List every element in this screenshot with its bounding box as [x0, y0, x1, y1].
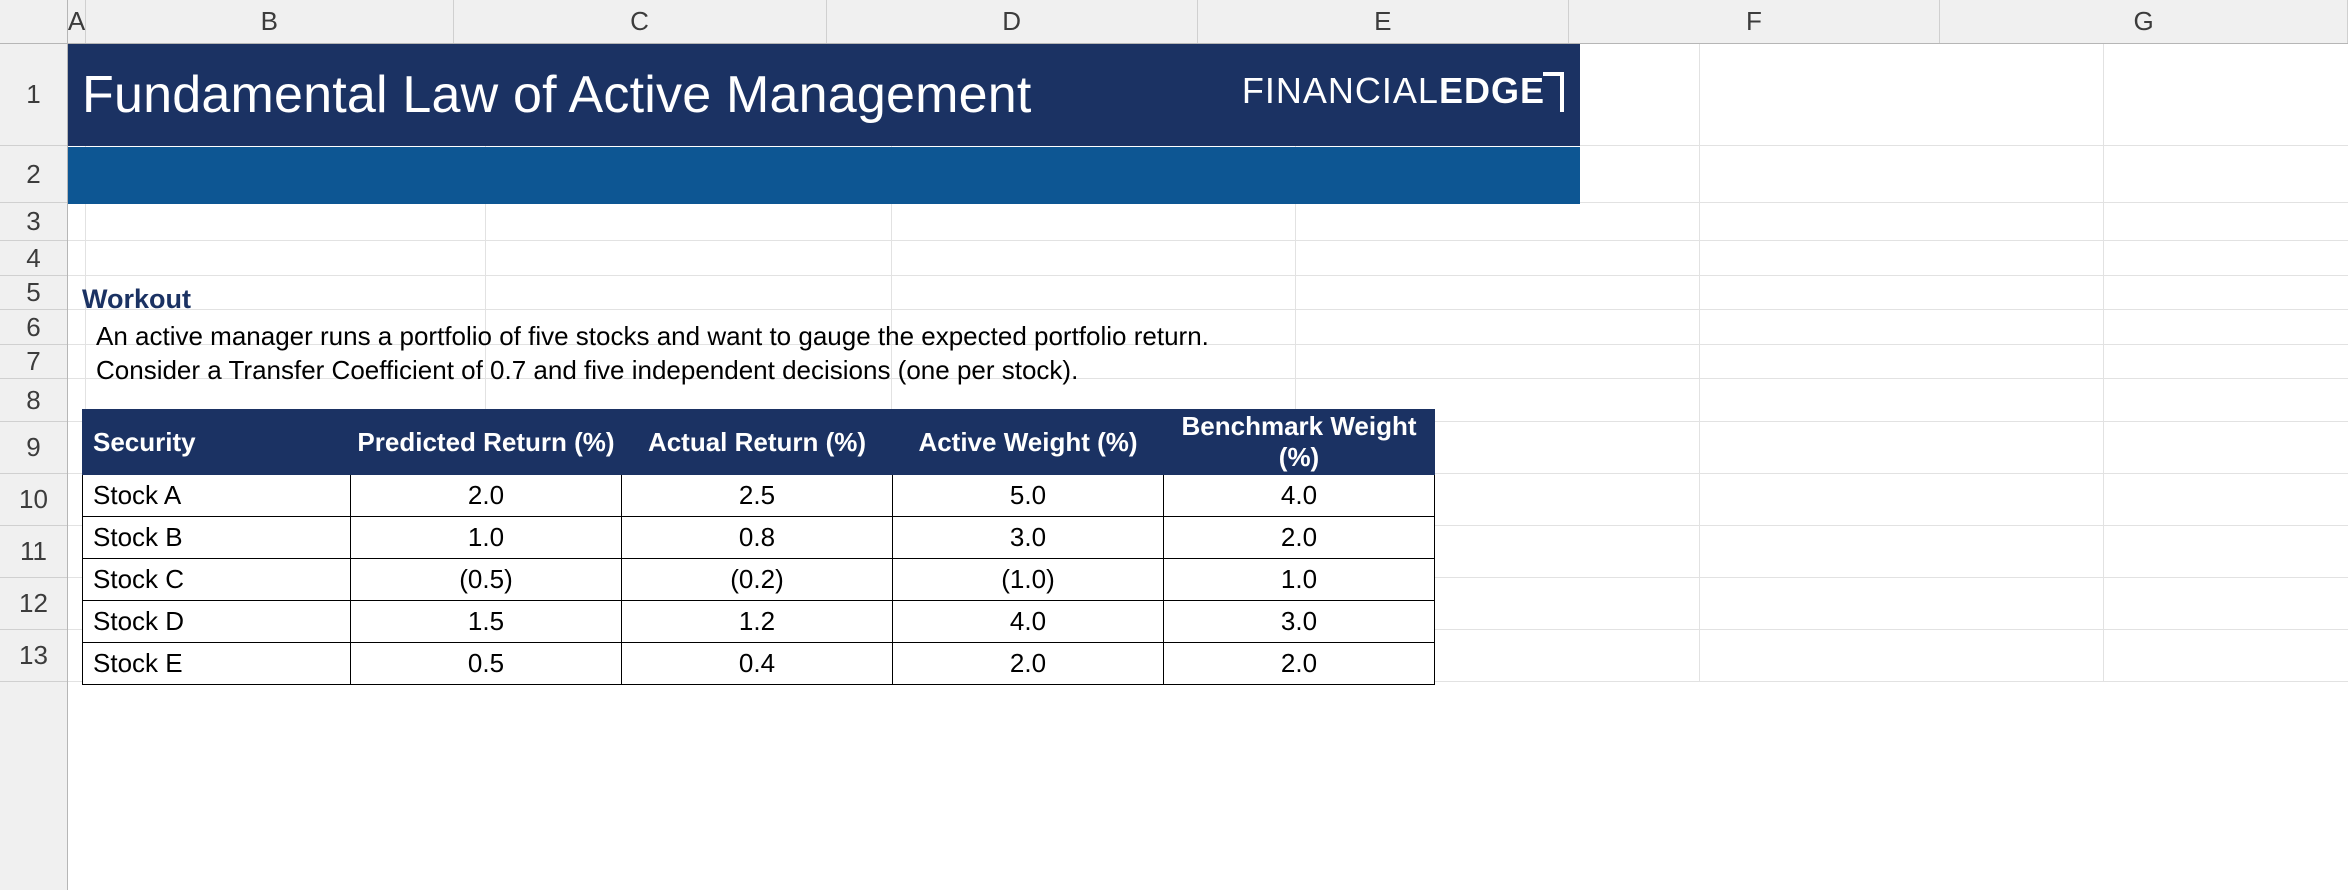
cell-predicted-return[interactable]: (0.5)	[351, 559, 622, 601]
row-header-13[interactable]: 13	[0, 630, 67, 682]
cell-active-weight[interactable]: 4.0	[893, 601, 1164, 643]
cell-G2[interactable]	[2104, 146, 2348, 202]
cell-F10[interactable]	[1700, 474, 2104, 525]
cell-A7[interactable]	[68, 345, 86, 378]
cell-G11[interactable]	[2104, 526, 2348, 577]
title-banner-accent-bar	[68, 147, 1580, 204]
row-header-11[interactable]: 11	[0, 526, 67, 578]
cell-F13[interactable]	[1700, 630, 2104, 681]
cell-actual-return[interactable]: 1.2	[622, 601, 893, 643]
cell-E7[interactable]	[1296, 345, 1700, 378]
grid-area	[68, 44, 2348, 890]
cell-active-weight[interactable]: 5.0	[893, 475, 1164, 517]
row-header-8[interactable]: 8	[0, 379, 67, 422]
row-header-6[interactable]: 6	[0, 310, 67, 345]
cell-security[interactable]: Stock C	[83, 559, 351, 601]
table-row[interactable]	[83, 601, 1435, 643]
cell-predicted-return[interactable]: 0.5	[351, 643, 622, 685]
cell-active-weight[interactable]: (1.0)	[893, 559, 1164, 601]
col-header-actual-return: Actual Return (%)	[622, 410, 893, 475]
cell-actual-return[interactable]: (0.2)	[622, 559, 893, 601]
row-header-9[interactable]: 9	[0, 422, 67, 474]
table-row[interactable]	[83, 559, 1435, 601]
cell-C3[interactable]	[486, 203, 892, 240]
table-row[interactable]	[83, 475, 1435, 517]
cell-active-weight[interactable]: 3.0	[893, 517, 1164, 559]
cell-security[interactable]: Stock A	[83, 475, 351, 517]
intro-paragraph-2: Consider a Transfer Coefficient of 0.7 and five independent decisions (one per stock).	[96, 355, 1079, 385]
column-header-G[interactable]: G	[1940, 0, 2348, 43]
col-header-benchmark-weight: Benchmark Weight (%)	[1164, 410, 1435, 475]
cell-F8[interactable]	[1700, 379, 2104, 421]
cell-actual-return[interactable]: 0.4	[622, 643, 893, 685]
row-header-column	[0, 44, 68, 890]
cell-actual-return[interactable]: 2.5	[622, 475, 893, 517]
cell-G10[interactable]	[2104, 474, 2348, 525]
cell-E3[interactable]	[1296, 203, 1700, 240]
cell-benchmark-weight[interactable]: 3.0	[1164, 601, 1435, 643]
financial-edge-logo	[1242, 70, 1564, 112]
cell-A3[interactable]	[68, 203, 86, 240]
cell-predicted-return[interactable]: 1.0	[351, 517, 622, 559]
row-header-4[interactable]: 4	[0, 241, 67, 276]
cell-F11[interactable]	[1700, 526, 2104, 577]
row-header-3[interactable]: 3	[0, 203, 67, 241]
cell-C5[interactable]	[486, 276, 892, 309]
column-header-F[interactable]: F	[1569, 0, 1940, 43]
cell-F6[interactable]	[1700, 310, 2104, 344]
table-row[interactable]	[83, 517, 1435, 559]
row-header-2[interactable]: 2	[0, 146, 67, 203]
cell-security[interactable]: Stock B	[83, 517, 351, 559]
page-title: Fundamental Law of Active Management	[82, 66, 1032, 124]
cell-C4[interactable]	[486, 241, 892, 275]
title-banner	[68, 44, 1580, 146]
cell-E5[interactable]	[1296, 276, 1700, 309]
cell-benchmark-weight[interactable]: 2.0	[1164, 643, 1435, 685]
table-row[interactable]	[83, 643, 1435, 685]
cell-G5[interactable]	[2104, 276, 2348, 309]
cell-benchmark-weight[interactable]: 2.0	[1164, 517, 1435, 559]
col-header-security: Security	[83, 410, 351, 475]
table-header-row	[83, 410, 1435, 475]
cell-F9[interactable]	[1700, 422, 2104, 473]
securities-table	[82, 409, 1435, 685]
column-header-row	[0, 0, 2348, 44]
cell-A6[interactable]	[68, 310, 86, 344]
cell-G3[interactable]	[2104, 203, 2348, 240]
cell-F4[interactable]	[1700, 241, 2104, 275]
cell-G8[interactable]	[2104, 379, 2348, 421]
grid-row-4	[68, 241, 2348, 276]
cell-F3[interactable]	[1700, 203, 2104, 240]
securities-table-body	[83, 475, 1435, 685]
column-header-A[interactable]: A	[68, 0, 86, 43]
cell-security[interactable]: Stock D	[83, 601, 351, 643]
cell-B4[interactable]	[86, 241, 486, 275]
cell-D3[interactable]	[892, 203, 1296, 240]
cell-F7[interactable]	[1700, 345, 2104, 378]
section-heading-workout: Workout	[82, 284, 191, 314]
cell-F2[interactable]	[1700, 146, 2104, 202]
cell-G12[interactable]	[2104, 578, 2348, 629]
cell-predicted-return[interactable]: 1.5	[351, 601, 622, 643]
column-header-C[interactable]: C	[454, 0, 827, 43]
cell-benchmark-weight[interactable]: 1.0	[1164, 559, 1435, 601]
column-header-B[interactable]: B	[86, 0, 454, 43]
sheet-body	[0, 44, 2348, 890]
cell-benchmark-weight[interactable]: 4.0	[1164, 475, 1435, 517]
cell-B3[interactable]	[86, 203, 486, 240]
col-header-active-weight: Active Weight (%)	[893, 410, 1164, 475]
grid-row-3	[68, 203, 2348, 241]
cell-actual-return[interactable]: 0.8	[622, 517, 893, 559]
column-header-D[interactable]: D	[827, 0, 1198, 43]
grid-row-5	[68, 276, 2348, 310]
column-header-E[interactable]: E	[1198, 0, 1569, 43]
logo-text-edge: EDGE	[1438, 70, 1545, 111]
cell-F12[interactable]	[1700, 578, 2104, 629]
logo-corner-mark	[1543, 72, 1564, 112]
select-all-corner[interactable]	[0, 0, 68, 43]
cell-F5[interactable]	[1700, 276, 2104, 309]
cell-E4[interactable]	[1296, 241, 1700, 275]
col-header-predicted-return: Predicted Return (%)	[351, 410, 622, 475]
cell-A4[interactable]	[68, 241, 86, 275]
cell-G9[interactable]	[2104, 422, 2348, 473]
logo-text-financial: FINANCIAL	[1241, 70, 1439, 111]
cell-G4[interactable]	[2104, 241, 2348, 275]
cell-G1[interactable]	[2104, 44, 2348, 145]
row-header-1[interactable]: 1	[0, 44, 67, 146]
cell-G7[interactable]	[2104, 345, 2348, 378]
row-header-5[interactable]: 5	[0, 276, 67, 310]
cell-D5[interactable]	[892, 276, 1296, 309]
cell-F1[interactable]	[1700, 44, 2104, 145]
cell-security[interactable]: Stock E	[83, 643, 351, 685]
securities-table-head	[83, 410, 1435, 475]
cell-D4[interactable]	[892, 241, 1296, 275]
cell-G6[interactable]	[2104, 310, 2348, 344]
row-header-7[interactable]: 7	[0, 345, 67, 379]
row-header-12[interactable]: 12	[0, 578, 67, 630]
cell-predicted-return[interactable]: 2.0	[351, 475, 622, 517]
cell-active-weight[interactable]: 2.0	[893, 643, 1164, 685]
cell-E6[interactable]	[1296, 310, 1700, 344]
row-header-10[interactable]: 10	[0, 474, 67, 526]
intro-paragraph-1: An active manager runs a portfolio of five stocks and want to gauge the expected portfolio return.	[96, 321, 1209, 351]
cell-G13[interactable]	[2104, 630, 2348, 681]
